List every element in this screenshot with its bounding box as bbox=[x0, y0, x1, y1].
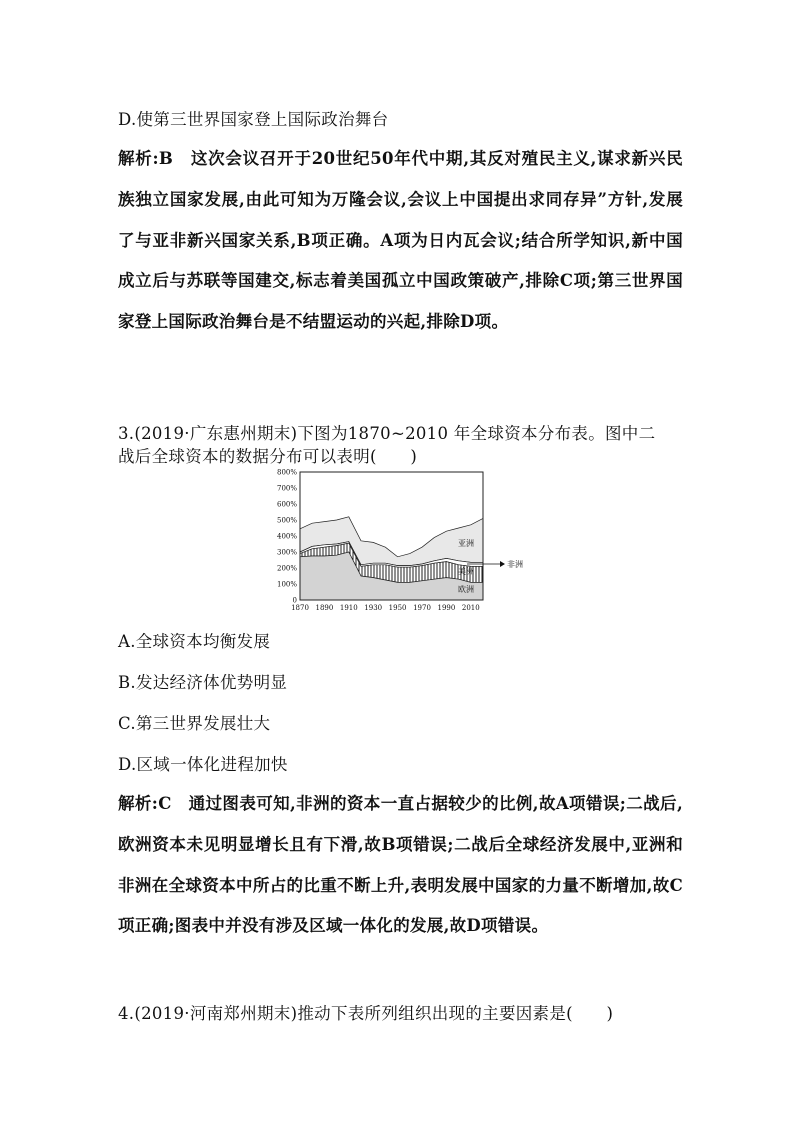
x-tick-label: 1890 bbox=[315, 604, 334, 612]
africa-arrow-head bbox=[500, 561, 505, 567]
capital-distribution-chart bbox=[262, 466, 532, 616]
x-tick-label: 1950 bbox=[388, 604, 407, 612]
y-tick-label: 400% bbox=[276, 532, 297, 541]
q3-stem-line2: 战后全球资本的数据分布可以表明( ) bbox=[118, 447, 418, 466]
q3-explanation bbox=[118, 784, 683, 947]
x-tick-label: 1910 bbox=[339, 604, 358, 612]
q2-option-d: D.使第三世界国家登上国际政治舞台 bbox=[118, 110, 389, 129]
y-tick-label: 100% bbox=[276, 580, 297, 589]
q3-option-a: A.全球资本均衡发展 bbox=[118, 632, 271, 651]
x-tick-label: 1930 bbox=[364, 604, 383, 612]
q3-explanation-text: 解析:C 通过图表可知,非洲的资本一直占据较少的比例,故A项错误;二战后,欧洲资本未见明显增长且有下滑,故B项错误;二战后全球经济发展中,亚洲和非洲在全球资本中所占的比重不断上升,表明发展中国家的力量不断增加,故C项正确;图表中并没有涉及区域一体化的发展,故D项错误。 bbox=[118, 794, 683, 936]
q2-explanation bbox=[118, 139, 683, 343]
y-tick-label: 300% bbox=[276, 548, 297, 557]
x-tick-label: 1990 bbox=[437, 604, 456, 612]
y-axis-labels bbox=[277, 469, 297, 605]
label-africa: 非洲 bbox=[507, 560, 523, 569]
q3-option-b: B.发达经济体优势明显 bbox=[118, 673, 288, 692]
label-asia: 亚洲 bbox=[458, 539, 474, 548]
y-tick-label: 700% bbox=[276, 484, 297, 493]
q4-stem: 4.(2019·河南郑州期末)推动下表所列组织出现的主要因素是( ) bbox=[118, 1004, 614, 1023]
q3-option-c: C.第三世界发展壮大 bbox=[118, 714, 271, 733]
label-europe: 欧洲 bbox=[458, 585, 474, 594]
y-tick-label: 200% bbox=[276, 564, 297, 573]
x-tick-label: 2010 bbox=[461, 604, 480, 612]
q3-stem-line1: 3.(2019·广东惠州期末)下图为1870~2010 年全球资本分布表。图中二 bbox=[118, 424, 656, 443]
y-tick-label: 800% bbox=[276, 468, 297, 477]
label-america: 美洲 bbox=[458, 567, 474, 576]
x-tick-label: 1870 bbox=[291, 604, 309, 612]
chart-areas bbox=[300, 517, 483, 600]
x-axis-labels bbox=[291, 604, 480, 612]
y-tick-label: 0 bbox=[292, 596, 297, 605]
y-tick-label: 500% bbox=[276, 516, 297, 525]
q2-explanation-text: 解析:B 这次会议召开于20世纪50年代中期,其反对殖民主义,谋求新兴民族独立国家发展,由此可知为万隆会议,会议上中国提出求同存异”方针,发展了与亚非新兴国家关系,B项正确。A项为日内瓦会议;结合所学知识,新中国成立后与苏联等国建交,标志着美国孤立中国政策破产,排除C项;第三世界国家登上国际政治舞台是不结盟运动的兴起,排除D项。 bbox=[118, 149, 683, 332]
q3-option-d: D.区域一体化进程加快 bbox=[118, 755, 288, 774]
x-tick-label: 1970 bbox=[413, 604, 431, 612]
y-tick-label: 600% bbox=[276, 500, 297, 509]
